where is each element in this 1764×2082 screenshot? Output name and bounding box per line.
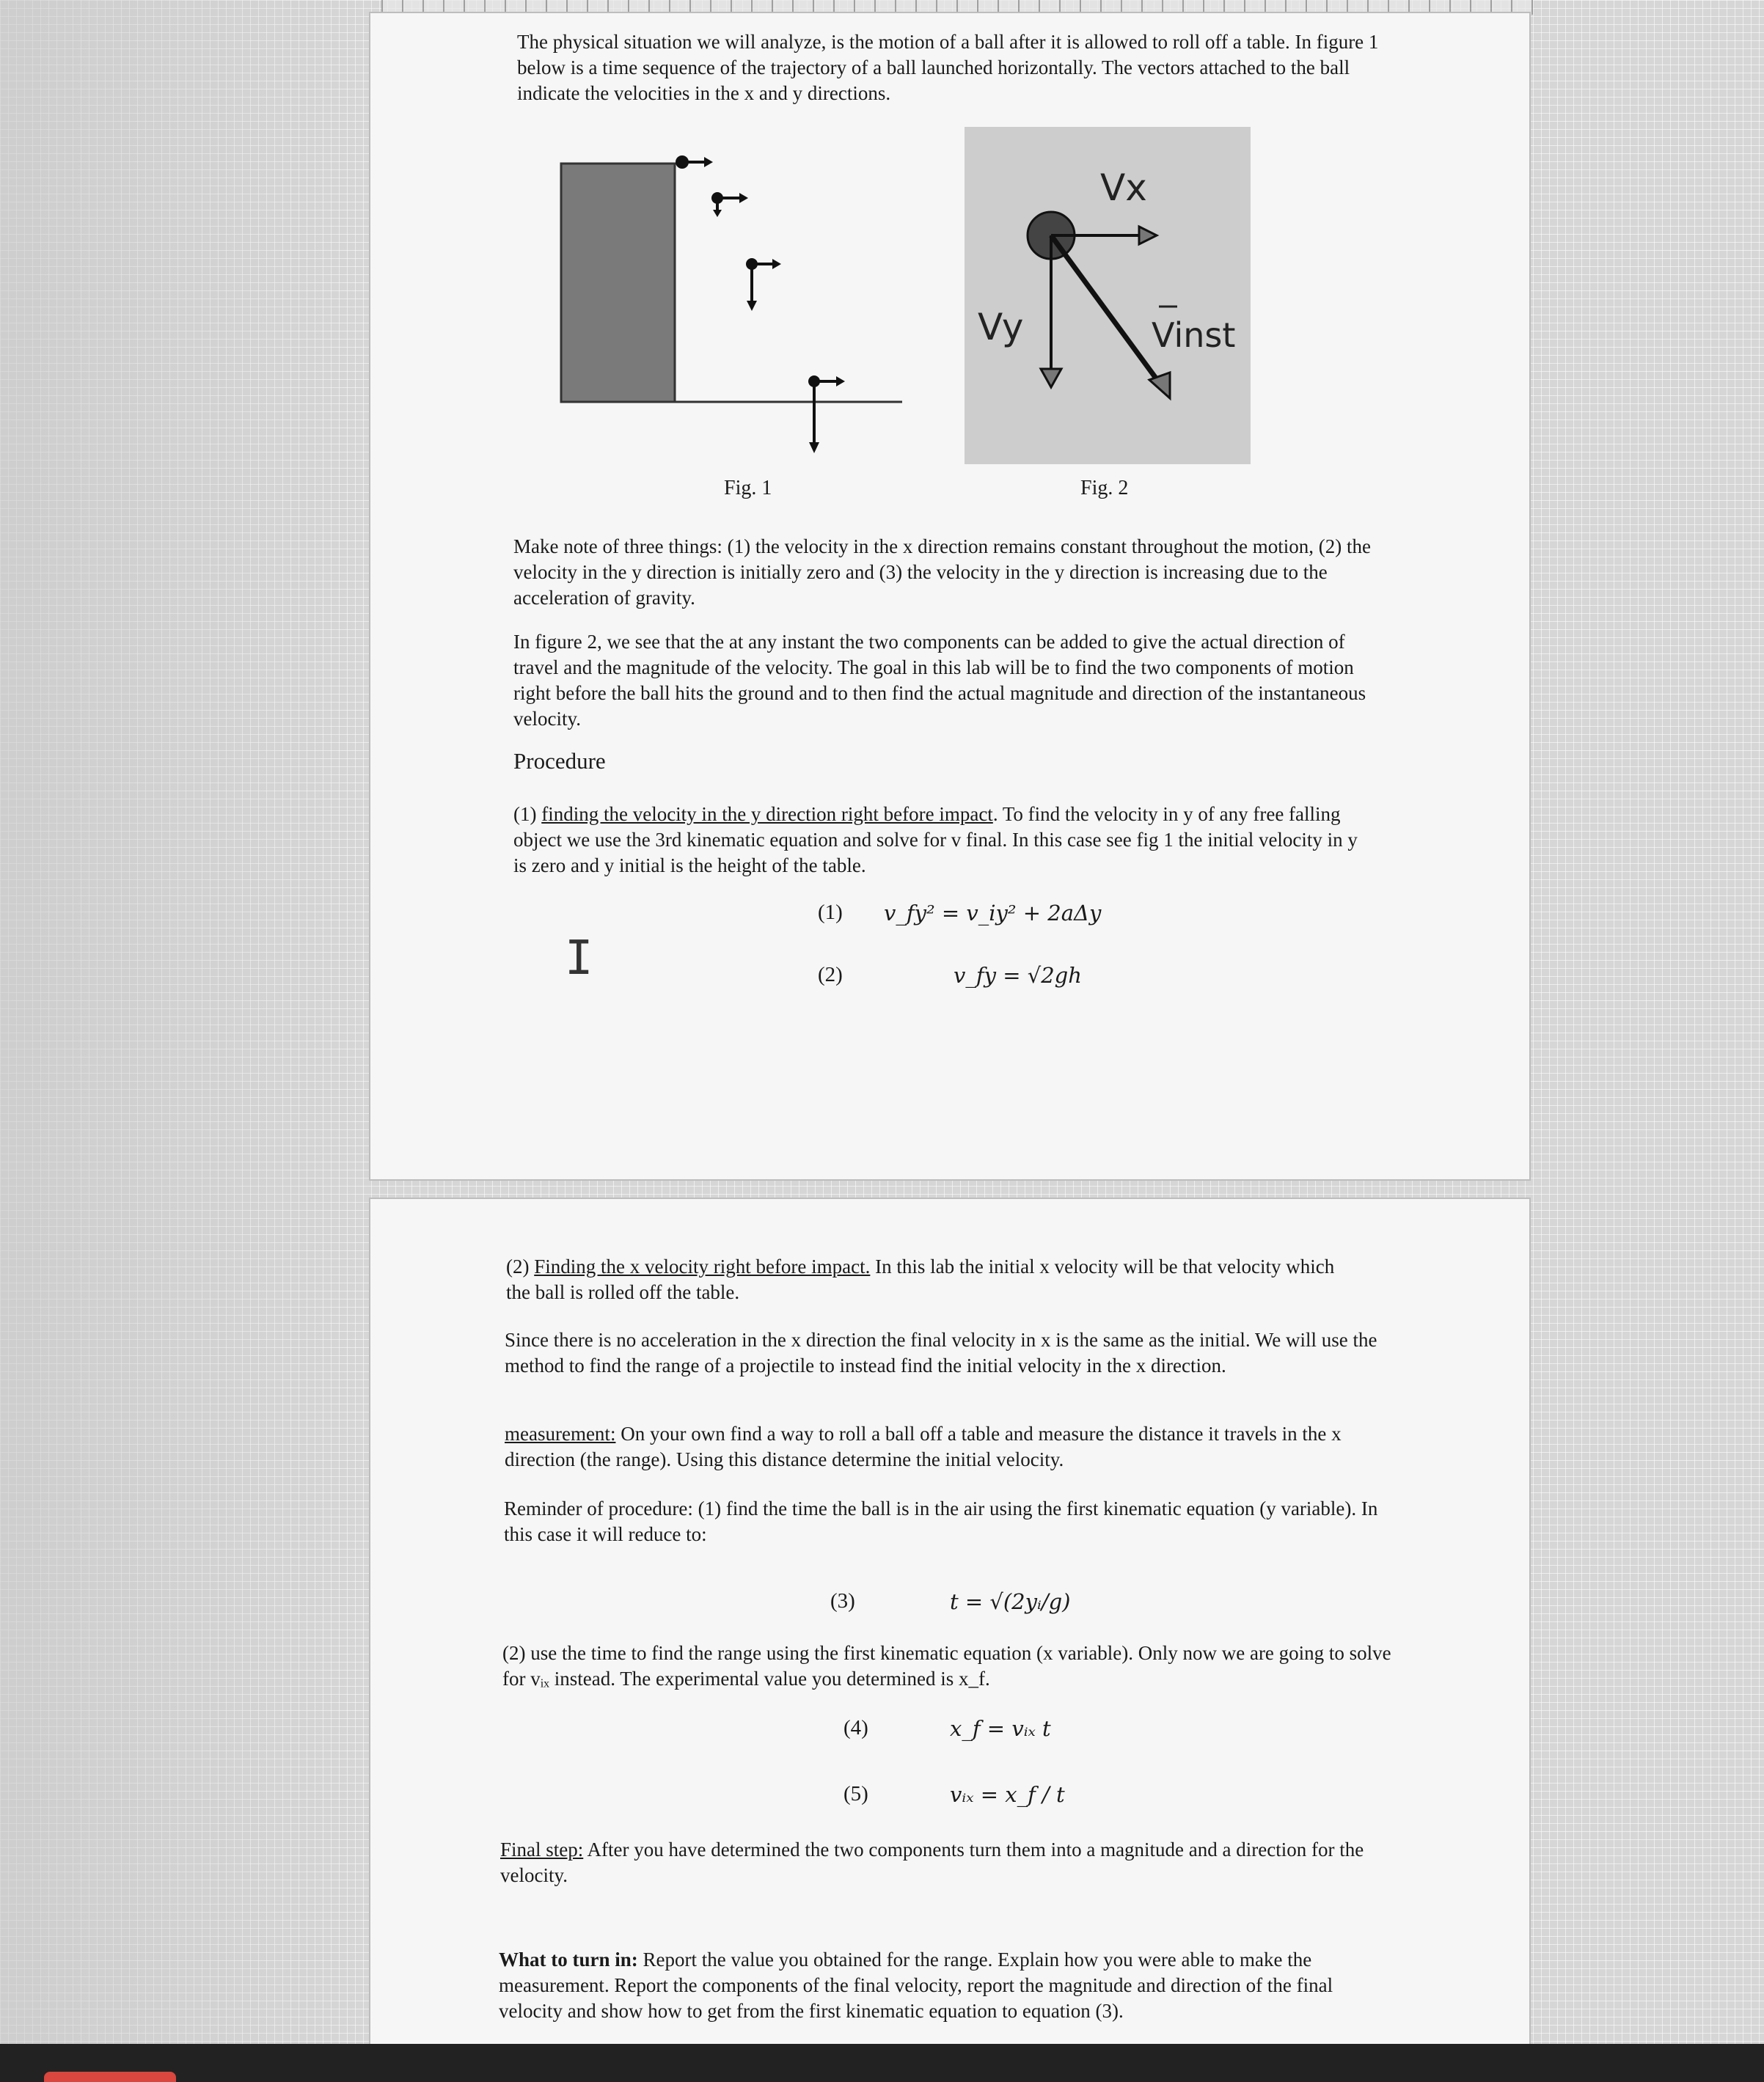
equation-1-number: (1) [818,901,843,924]
step-1-text: . To find the velocity in y of any free falling object we use the 3rd kinematic equation and solve for v final. In this case see fig 1 the initial velocity in y is zero and y initial is the height of the table. [513,803,1358,876]
step-2-text: In this lab the initial x velocity will be that velocity which the ball is rolled off the table. [506,1256,1335,1303]
figure-2-label: Fig. 2 [1080,477,1129,499]
step-1-title: finding the velocity in the y direction right before impact [541,803,993,825]
reminder-paragraph: Reminder of procedure: (1) find the time the ball is in the air using the first kinematic equation (y variable). In this case it will reduce to: [504,1498,1378,1545]
final-step-text: After you have determined the two components turn them into a magnitude and a direction for the velocity. [500,1839,1364,1886]
equation-4-number: (4) [843,1716,868,1740]
text-cursor-icon: I [565,931,593,986]
figure-2-paragraph: In figure 2, we see that the at any instant the two components can be added to give the actual direction of travel and the magnitude of the velocity. The goal in this lab will be to find the two components of motion right before the ball hits the ground and to then find the actual magnitude and direction of the instantaneous velocity. [513,631,1366,730]
figure-2-vinst-label: Vinst [1152,315,1236,355]
figure-1-label: Fig. 1 [724,477,772,499]
procedure-heading: Procedure [513,748,606,774]
equation-4: x_f = vᵢₓ t [950,1716,1051,1741]
equation-5-number: (5) [843,1782,868,1806]
final-step-paragraph [500,1837,1391,1888]
figure-2 [965,127,1251,464]
final-step-label: Final step: [500,1839,584,1861]
equation-2: v_fy = √2gh [954,963,1082,988]
turn-in-label: What to turn in: [499,1949,638,1971]
equation-2-number: (2) [818,963,843,986]
ruler [381,0,1533,15]
equation-1: v_fy² = v_iy² + 2aΔy [884,901,1102,925]
equation-5: vᵢₓ = x_f / t [950,1782,1065,1807]
figure-2-vy-label: Vy [978,306,1024,348]
measurement-label: measurement: [505,1423,616,1445]
turn-in-text: Report the value you obtained for the range. Explain how you were able to make the measurement. Report the components of the final velocity, report the magnitude and direction of the final velocity and show how to get from the first kinematic equation to equation (3). [499,1949,1333,2022]
step-1-paragraph [513,802,1372,879]
step-1-prefix: (1) [513,803,542,825]
step-2-paragraph [506,1254,1350,1305]
step-2-prefix: (2) [506,1256,535,1278]
bottom-accent [44,2072,176,2082]
equation-3-number: (3) [830,1589,855,1613]
intro-paragraph: The physical situation we will analyze, is the motion of a ball after it is allowed to roll off a table. In figure 1 below is a time sequence of the trajectory of a ball launched horizontally. The vectors attached to the ball indicate the velocities in the x and y directions. [517,31,1379,104]
document-page-2 [370,1199,1529,2082]
equation-3: t = √(2yᵢ/g) [950,1589,1071,1614]
acceleration-paragraph: Since there is no acceleration in the x direction the final velocity in x is the same as the initial. We will use the method to find the range of a projectile to instead find the initial velocity in the x direction. [505,1329,1377,1377]
figure-2-vx-label: Vx [1100,166,1147,209]
figure-1 [557,138,910,475]
document-page-1 [370,13,1529,1179]
left-margin [0,0,381,2082]
measurement-text: On your own find a way to roll a ball off a table and measure the distance it travels in the x direction (the range). Using this distance determine the initial velocity. [505,1423,1342,1470]
step-2b-paragraph: (2) use the time to find the range using the first kinematic equation (x variable). Only now we are going to solve for vᵢₓ instead. The experimental value you determined is x_f. [502,1642,1391,1690]
step-2-title: Finding the x velocity right before impact. [534,1256,871,1278]
measurement-paragraph [505,1421,1392,1473]
note-paragraph: Make note of three things: (1) the velocity in the x direction remains constant throughout the motion, (2) the velocity in the y direction is initially zero and (3) the velocity in the y direction is increasing due to the acceleration of gravity. [513,535,1371,609]
turn-in-paragraph [499,1947,1394,2024]
bottom-bar [0,2044,1764,2082]
